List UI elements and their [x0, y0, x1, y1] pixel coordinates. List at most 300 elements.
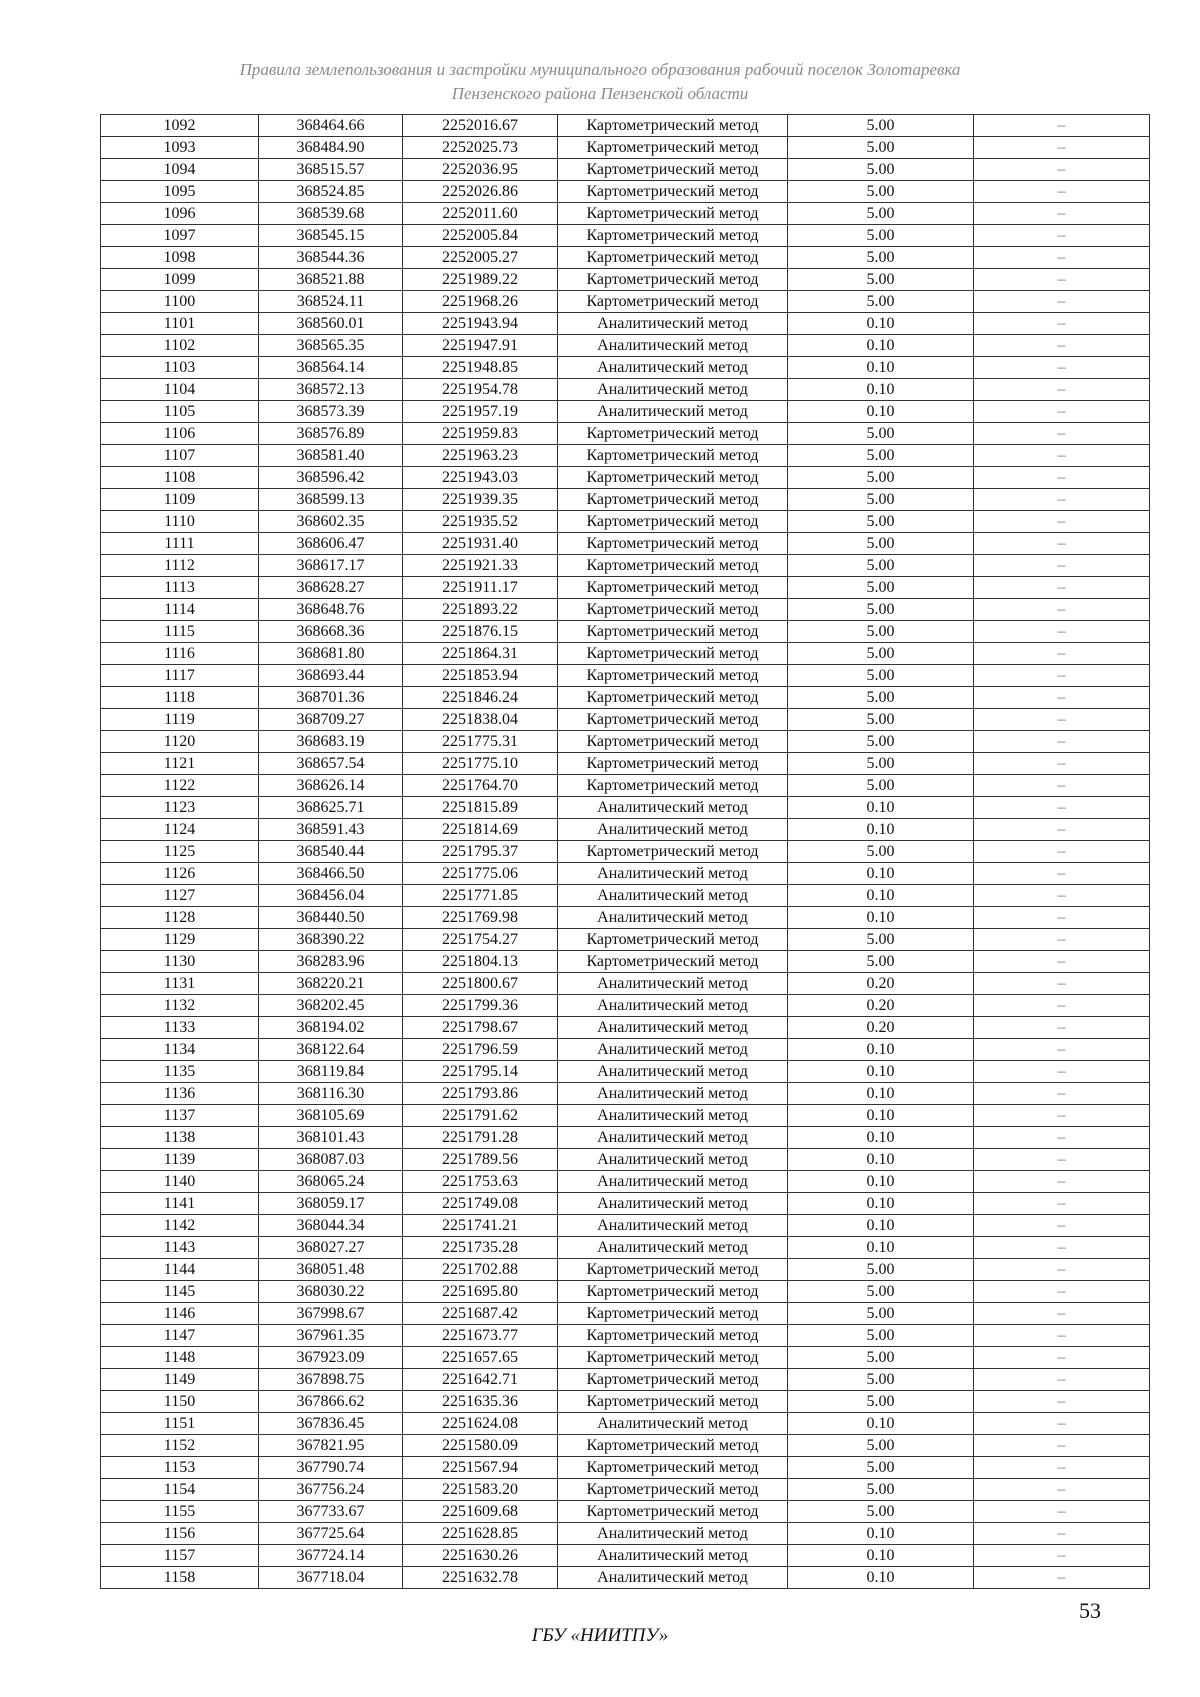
point-number-cell: 1123 [101, 797, 259, 819]
accuracy-cell: 5.00 [788, 115, 974, 137]
y-coordinate-cell: 2251876.15 [403, 621, 558, 643]
method-cell: Картометрический метод [558, 621, 788, 643]
method-cell: Картометрический метод [558, 709, 788, 731]
point-number-cell: 1118 [101, 687, 259, 709]
x-coordinate-cell: 368564.14 [259, 357, 403, 379]
method-cell: Картометрический метод [558, 1281, 788, 1303]
accuracy-cell: 5.00 [788, 1391, 974, 1413]
x-coordinate-cell: 368027.27 [259, 1237, 403, 1259]
description-cell: – [974, 819, 1150, 841]
accuracy-cell: 0.10 [788, 1061, 974, 1083]
y-coordinate-cell: 2251943.94 [403, 313, 558, 335]
x-coordinate-cell: 368701.36 [259, 687, 403, 709]
table-row [101, 995, 1150, 1017]
method-cell: Картометрический метод [558, 1435, 788, 1457]
description-cell: – [974, 995, 1150, 1017]
description-cell: – [974, 1105, 1150, 1127]
method-cell: Аналитический метод [558, 1017, 788, 1039]
description-cell: – [974, 1061, 1150, 1083]
method-cell: Аналитический метод [558, 885, 788, 907]
x-coordinate-cell: 368440.50 [259, 907, 403, 929]
table-row [101, 225, 1150, 247]
table-row [101, 1215, 1150, 1237]
x-coordinate-cell: 368683.19 [259, 731, 403, 753]
table-row [101, 951, 1150, 973]
accuracy-cell: 5.00 [788, 687, 974, 709]
table-row [101, 1061, 1150, 1083]
table-row [101, 687, 1150, 709]
table-row [101, 1149, 1150, 1171]
coordinates-table [100, 114, 1150, 1589]
method-cell: Аналитический метод [558, 1545, 788, 1567]
method-cell: Картометрический метод [558, 1501, 788, 1523]
table-row [101, 401, 1150, 423]
y-coordinate-cell: 2251609.68 [403, 1501, 558, 1523]
point-number-cell: 1121 [101, 753, 259, 775]
point-number-cell: 1108 [101, 467, 259, 489]
point-number-cell: 1126 [101, 863, 259, 885]
y-coordinate-cell: 2251959.83 [403, 423, 558, 445]
point-number-cell: 1130 [101, 951, 259, 973]
accuracy-cell: 0.20 [788, 973, 974, 995]
table-row [101, 1281, 1150, 1303]
x-coordinate-cell: 368565.35 [259, 335, 403, 357]
description-cell: – [974, 357, 1150, 379]
description-cell: – [974, 1259, 1150, 1281]
description-cell: – [974, 291, 1150, 313]
method-cell: Аналитический метод [558, 1149, 788, 1171]
point-number-cell: 1115 [101, 621, 259, 643]
description-cell: – [974, 1457, 1150, 1479]
y-coordinate-cell: 2251864.31 [403, 643, 558, 665]
table-row [101, 511, 1150, 533]
description-cell: – [974, 753, 1150, 775]
accuracy-cell: 5.00 [788, 1325, 974, 1347]
x-coordinate-cell: 368044.34 [259, 1215, 403, 1237]
point-number-cell: 1116 [101, 643, 259, 665]
description-cell: – [974, 1127, 1150, 1149]
point-number-cell: 1149 [101, 1369, 259, 1391]
description-cell: – [974, 1171, 1150, 1193]
x-coordinate-cell: 368540.44 [259, 841, 403, 863]
description-cell: – [974, 401, 1150, 423]
x-coordinate-cell: 368283.96 [259, 951, 403, 973]
accuracy-cell: 0.10 [788, 1193, 974, 1215]
point-number-cell: 1097 [101, 225, 259, 247]
accuracy-cell: 5.00 [788, 753, 974, 775]
description-cell: – [974, 335, 1150, 357]
y-coordinate-cell: 2251957.19 [403, 401, 558, 423]
point-number-cell: 1093 [101, 137, 259, 159]
x-coordinate-cell: 368657.54 [259, 753, 403, 775]
table-row [101, 335, 1150, 357]
accuracy-cell: 5.00 [788, 709, 974, 731]
x-coordinate-cell: 367961.35 [259, 1325, 403, 1347]
y-coordinate-cell: 2251741.21 [403, 1215, 558, 1237]
method-cell: Картометрический метод [558, 1369, 788, 1391]
y-coordinate-cell: 2251567.94 [403, 1457, 558, 1479]
method-cell: Аналитический метод [558, 863, 788, 885]
table-row [101, 709, 1150, 731]
point-number-cell: 1102 [101, 335, 259, 357]
point-number-cell: 1151 [101, 1413, 259, 1435]
description-cell: – [974, 1325, 1150, 1347]
y-coordinate-cell: 2251800.67 [403, 973, 558, 995]
description-cell: – [974, 1083, 1150, 1105]
description-cell: – [974, 115, 1150, 137]
y-coordinate-cell: 2251815.89 [403, 797, 558, 819]
x-coordinate-cell: 368606.47 [259, 533, 403, 555]
table-row [101, 203, 1150, 225]
description-cell: – [974, 665, 1150, 687]
method-cell: Картометрический метод [558, 137, 788, 159]
table-row [101, 467, 1150, 489]
x-coordinate-cell: 368539.68 [259, 203, 403, 225]
method-cell: Аналитический метод [558, 1039, 788, 1061]
point-number-cell: 1157 [101, 1545, 259, 1567]
point-number-cell: 1094 [101, 159, 259, 181]
method-cell: Картометрический метод [558, 753, 788, 775]
description-cell: – [974, 445, 1150, 467]
method-cell: Картометрический метод [558, 291, 788, 313]
x-coordinate-cell: 368051.48 [259, 1259, 403, 1281]
description-cell: – [974, 225, 1150, 247]
method-cell: Аналитический метод [558, 357, 788, 379]
x-coordinate-cell: 368693.44 [259, 665, 403, 687]
y-coordinate-cell: 2251796.59 [403, 1039, 558, 1061]
table-row [101, 137, 1150, 159]
x-coordinate-cell: 367998.67 [259, 1303, 403, 1325]
method-cell: Картометрический метод [558, 555, 788, 577]
table-row [101, 1347, 1150, 1369]
table-row [101, 1039, 1150, 1061]
method-cell: Картометрический метод [558, 247, 788, 269]
x-coordinate-cell: 368194.02 [259, 1017, 403, 1039]
point-number-cell: 1105 [101, 401, 259, 423]
accuracy-cell: 0.10 [788, 907, 974, 929]
y-coordinate-cell: 2251628.85 [403, 1523, 558, 1545]
accuracy-cell: 5.00 [788, 181, 974, 203]
point-number-cell: 1111 [101, 533, 259, 555]
x-coordinate-cell: 368122.64 [259, 1039, 403, 1061]
x-coordinate-cell: 368087.03 [259, 1149, 403, 1171]
description-cell: – [974, 973, 1150, 995]
description-cell: – [974, 1347, 1150, 1369]
x-coordinate-cell: 368521.88 [259, 269, 403, 291]
x-coordinate-cell: 368456.04 [259, 885, 403, 907]
description-cell: – [974, 489, 1150, 511]
point-number-cell: 1142 [101, 1215, 259, 1237]
point-number-cell: 1107 [101, 445, 259, 467]
description-cell: – [974, 841, 1150, 863]
table-row [101, 1325, 1150, 1347]
table-row [101, 1369, 1150, 1391]
method-cell: Аналитический метод [558, 335, 788, 357]
y-coordinate-cell: 2251853.94 [403, 665, 558, 687]
x-coordinate-cell: 367790.74 [259, 1457, 403, 1479]
table-row [101, 1567, 1150, 1589]
method-cell: Картометрический метод [558, 1303, 788, 1325]
method-cell: Картометрический метод [558, 269, 788, 291]
point-number-cell: 1103 [101, 357, 259, 379]
x-coordinate-cell: 368591.43 [259, 819, 403, 841]
x-coordinate-cell: 367866.62 [259, 1391, 403, 1413]
x-coordinate-cell: 368626.14 [259, 775, 403, 797]
coordinates-table-body [101, 115, 1150, 1589]
y-coordinate-cell: 2251793.86 [403, 1083, 558, 1105]
accuracy-cell: 5.00 [788, 467, 974, 489]
method-cell: Картометрический метод [558, 951, 788, 973]
point-number-cell: 1137 [101, 1105, 259, 1127]
x-coordinate-cell: 368544.36 [259, 247, 403, 269]
x-coordinate-cell: 368119.84 [259, 1061, 403, 1083]
accuracy-cell: 5.00 [788, 159, 974, 181]
y-coordinate-cell: 2251775.10 [403, 753, 558, 775]
point-number-cell: 1135 [101, 1061, 259, 1083]
y-coordinate-cell: 2251753.63 [403, 1171, 558, 1193]
y-coordinate-cell: 2251735.28 [403, 1237, 558, 1259]
y-coordinate-cell: 2251838.04 [403, 709, 558, 731]
y-coordinate-cell: 2251775.31 [403, 731, 558, 753]
x-coordinate-cell: 368464.66 [259, 115, 403, 137]
description-cell: – [974, 1149, 1150, 1171]
accuracy-cell: 5.00 [788, 731, 974, 753]
y-coordinate-cell: 2251769.98 [403, 907, 558, 929]
x-coordinate-cell: 368059.17 [259, 1193, 403, 1215]
table-row [101, 665, 1150, 687]
x-coordinate-cell: 368581.40 [259, 445, 403, 467]
header-line-2: Пензенского района Пензенской области [451, 84, 749, 103]
y-coordinate-cell: 2251804.13 [403, 951, 558, 973]
accuracy-cell: 5.00 [788, 643, 974, 665]
method-cell: Картометрический метод [558, 929, 788, 951]
point-number-cell: 1148 [101, 1347, 259, 1369]
y-coordinate-cell: 2251939.35 [403, 489, 558, 511]
method-cell: Картометрический метод [558, 643, 788, 665]
accuracy-cell: 5.00 [788, 489, 974, 511]
accuracy-cell: 0.10 [788, 1215, 974, 1237]
y-coordinate-cell: 2251948.85 [403, 357, 558, 379]
description-cell: – [974, 511, 1150, 533]
description-cell: – [974, 775, 1150, 797]
table-row [101, 1193, 1150, 1215]
x-coordinate-cell: 368648.76 [259, 599, 403, 621]
method-cell: Картометрический метод [558, 445, 788, 467]
point-number-cell: 1113 [101, 577, 259, 599]
method-cell: Картометрический метод [558, 115, 788, 137]
accuracy-cell: 5.00 [788, 665, 974, 687]
x-coordinate-cell: 367718.04 [259, 1567, 403, 1589]
point-number-cell: 1101 [101, 313, 259, 335]
point-number-cell: 1146 [101, 1303, 259, 1325]
method-cell: Картометрический метод [558, 687, 788, 709]
accuracy-cell: 0.10 [788, 1105, 974, 1127]
accuracy-cell: 0.10 [788, 885, 974, 907]
x-coordinate-cell: 368681.80 [259, 643, 403, 665]
y-coordinate-cell: 2252026.86 [403, 181, 558, 203]
method-cell: Аналитический метод [558, 313, 788, 335]
accuracy-cell: 0.10 [788, 401, 974, 423]
y-coordinate-cell: 2251943.03 [403, 467, 558, 489]
y-coordinate-cell: 2251789.56 [403, 1149, 558, 1171]
table-row [101, 1413, 1150, 1435]
y-coordinate-cell: 2252011.60 [403, 203, 558, 225]
point-number-cell: 1127 [101, 885, 259, 907]
table-row [101, 863, 1150, 885]
y-coordinate-cell: 2251754.27 [403, 929, 558, 951]
description-cell: – [974, 1545, 1150, 1567]
table-row [101, 731, 1150, 753]
y-coordinate-cell: 2251989.22 [403, 269, 558, 291]
footer-organization: ГБУ «НИИТПУ» [531, 1625, 669, 1646]
method-cell: Картометрический метод [558, 731, 788, 753]
accuracy-cell: 5.00 [788, 1303, 974, 1325]
x-coordinate-cell: 368220.21 [259, 973, 403, 995]
point-number-cell: 1132 [101, 995, 259, 1017]
x-coordinate-cell: 367836.45 [259, 1413, 403, 1435]
accuracy-cell: 5.00 [788, 423, 974, 445]
table-row [101, 379, 1150, 401]
point-number-cell: 1120 [101, 731, 259, 753]
x-coordinate-cell: 367756.24 [259, 1479, 403, 1501]
method-cell: Аналитический метод [558, 973, 788, 995]
x-coordinate-cell: 368065.24 [259, 1171, 403, 1193]
x-coordinate-cell: 368625.71 [259, 797, 403, 819]
description-cell: – [974, 1435, 1150, 1457]
x-coordinate-cell: 368202.45 [259, 995, 403, 1017]
table-row [101, 1391, 1150, 1413]
accuracy-cell: 0.10 [788, 1545, 974, 1567]
description-cell: – [974, 731, 1150, 753]
y-coordinate-cell: 2251673.77 [403, 1325, 558, 1347]
description-cell: – [974, 621, 1150, 643]
x-coordinate-cell: 367724.14 [259, 1545, 403, 1567]
method-cell: Аналитический метод [558, 1061, 788, 1083]
method-cell: Аналитический метод [558, 1413, 788, 1435]
description-cell: – [974, 1369, 1150, 1391]
method-cell: Аналитический метод [558, 995, 788, 1017]
description-cell: – [974, 929, 1150, 951]
y-coordinate-cell: 2252016.67 [403, 115, 558, 137]
y-coordinate-cell: 2251968.26 [403, 291, 558, 313]
accuracy-cell: 0.10 [788, 1171, 974, 1193]
method-cell: Картометрический метод [558, 1347, 788, 1369]
table-row [101, 489, 1150, 511]
accuracy-cell: 5.00 [788, 1347, 974, 1369]
accuracy-cell: 0.10 [788, 1039, 974, 1061]
x-coordinate-cell: 368668.36 [259, 621, 403, 643]
y-coordinate-cell: 2251635.36 [403, 1391, 558, 1413]
accuracy-cell: 5.00 [788, 1369, 974, 1391]
point-number-cell: 1119 [101, 709, 259, 731]
accuracy-cell: 5.00 [788, 1457, 974, 1479]
table-row [101, 555, 1150, 577]
y-coordinate-cell: 2251775.06 [403, 863, 558, 885]
description-cell: – [974, 643, 1150, 665]
accuracy-cell: 5.00 [788, 1259, 974, 1281]
x-coordinate-cell: 368617.17 [259, 555, 403, 577]
point-number-cell: 1117 [101, 665, 259, 687]
page-number: 53 [1079, 1598, 1101, 1623]
table-row [101, 357, 1150, 379]
y-coordinate-cell: 2251642.71 [403, 1369, 558, 1391]
table-row [101, 1303, 1150, 1325]
description-cell: – [974, 1281, 1150, 1303]
accuracy-cell: 0.10 [788, 819, 974, 841]
description-cell: – [974, 709, 1150, 731]
accuracy-cell: 5.00 [788, 599, 974, 621]
method-cell: Аналитический метод [558, 1193, 788, 1215]
table-row [101, 313, 1150, 335]
point-number-cell: 1125 [101, 841, 259, 863]
accuracy-cell: 5.00 [788, 445, 974, 467]
point-number-cell: 1092 [101, 115, 259, 137]
x-coordinate-cell: 368101.43 [259, 1127, 403, 1149]
description-cell: – [974, 1303, 1150, 1325]
point-number-cell: 1106 [101, 423, 259, 445]
point-number-cell: 1124 [101, 819, 259, 841]
point-number-cell: 1112 [101, 555, 259, 577]
description-cell: – [974, 313, 1150, 335]
accuracy-cell: 5.00 [788, 621, 974, 643]
accuracy-cell: 0.10 [788, 379, 974, 401]
description-cell: – [974, 181, 1150, 203]
description-cell: – [974, 1017, 1150, 1039]
method-cell: Картометрический метод [558, 467, 788, 489]
description-cell: – [974, 467, 1150, 489]
table-row [101, 181, 1150, 203]
x-coordinate-cell: 368105.69 [259, 1105, 403, 1127]
table-row [101, 599, 1150, 621]
x-coordinate-cell: 368560.01 [259, 313, 403, 335]
description-cell: – [974, 1501, 1150, 1523]
accuracy-cell: 5.00 [788, 951, 974, 973]
table-row [101, 1127, 1150, 1149]
description-cell: – [974, 577, 1150, 599]
y-coordinate-cell: 2252025.73 [403, 137, 558, 159]
description-cell: – [974, 137, 1150, 159]
table-row [101, 1259, 1150, 1281]
point-number-cell: 1096 [101, 203, 259, 225]
description-cell: – [974, 159, 1150, 181]
point-number-cell: 1155 [101, 1501, 259, 1523]
y-coordinate-cell: 2251921.33 [403, 555, 558, 577]
x-coordinate-cell: 367821.95 [259, 1435, 403, 1457]
table-row [101, 797, 1150, 819]
description-cell: – [974, 1479, 1150, 1501]
point-number-cell: 1143 [101, 1237, 259, 1259]
method-cell: Картометрический метод [558, 159, 788, 181]
description-cell: – [974, 951, 1150, 973]
accuracy-cell: 0.10 [788, 1413, 974, 1435]
x-coordinate-cell: 367923.09 [259, 1347, 403, 1369]
accuracy-cell: 0.20 [788, 995, 974, 1017]
point-number-cell: 1152 [101, 1435, 259, 1457]
table-row [101, 1237, 1150, 1259]
point-number-cell: 1153 [101, 1457, 259, 1479]
y-coordinate-cell: 2251798.67 [403, 1017, 558, 1039]
method-cell: Аналитический метод [558, 1171, 788, 1193]
table-row [101, 1017, 1150, 1039]
description-cell: – [974, 247, 1150, 269]
x-coordinate-cell: 368524.11 [259, 291, 403, 313]
accuracy-cell: 0.10 [788, 1567, 974, 1589]
point-number-cell: 1144 [101, 1259, 259, 1281]
accuracy-cell: 0.20 [788, 1017, 974, 1039]
method-cell: Картометрический метод [558, 775, 788, 797]
point-number-cell: 1104 [101, 379, 259, 401]
point-number-cell: 1136 [101, 1083, 259, 1105]
